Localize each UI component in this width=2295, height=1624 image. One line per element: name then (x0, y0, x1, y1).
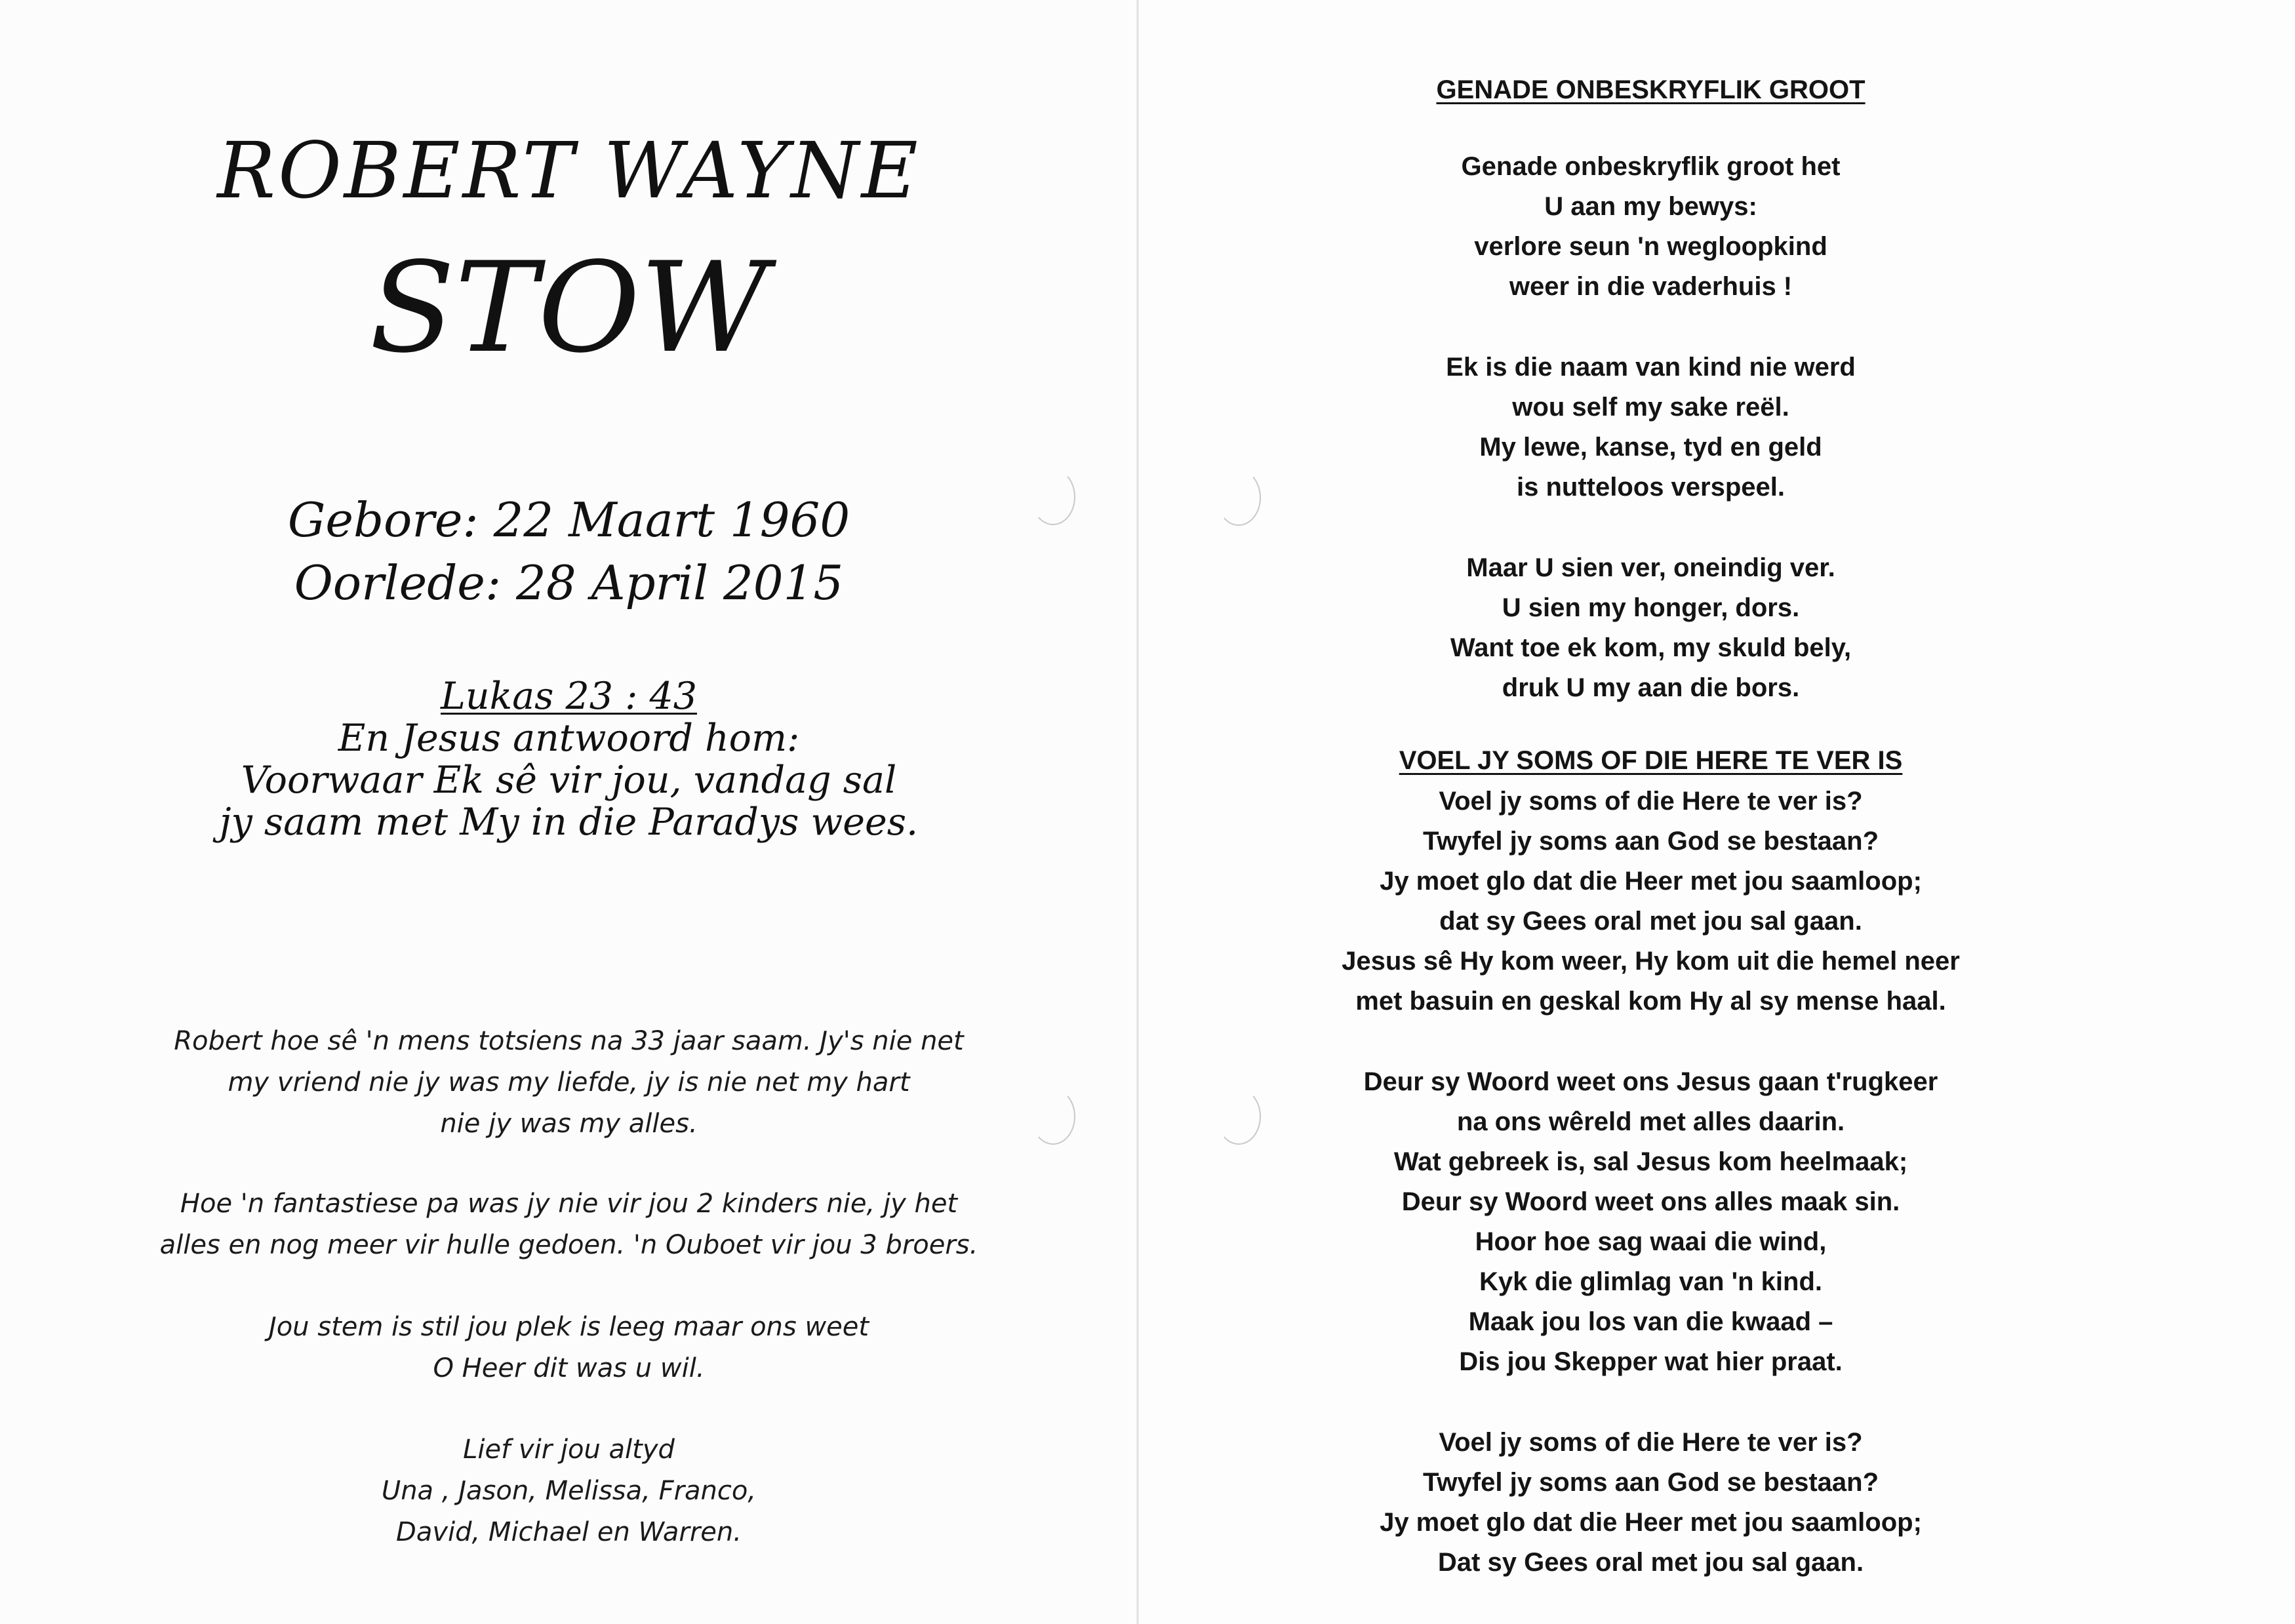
tribute-paragraph (0, 1021, 1138, 1145)
hymn-line: weer in die vaderhuis ! (1509, 272, 1793, 301)
signoff-line: Una , Jason, Melissa, Franco, (381, 1476, 757, 1506)
hymn-stanza (1138, 782, 2164, 1021)
hymn-line: Maar U sien ver, oneindig ver. (1466, 553, 1835, 582)
hymn-line: Want toe ek kom, my skuld bely, (1450, 633, 1852, 662)
birth-date: Gebore: 22 Maart 1960 (287, 492, 850, 547)
hymn-line: verlore seun 'n wegloopkind (1474, 232, 1827, 261)
hymn-line: Twyfel jy soms aan God se bestaan? (1422, 827, 1879, 856)
deceased-first-names: ROBERT WAYNE (217, 125, 921, 216)
hymn-line: Voel jy soms of die Here te ver is? (1439, 1428, 1863, 1457)
tribute-line: my vriend nie jy was my liefde, jy is nie net my hart (228, 1067, 910, 1098)
hymn-line: dat sy Gees oral met jou sal gaan. (1439, 907, 1862, 936)
hymn-line: druk U my aan die bors. (1502, 673, 1800, 702)
tribute-line: Hoe 'n fantastiese pa was jy nie vir jou 2 kinders nie, jy het (180, 1189, 958, 1219)
hymn-title (1138, 70, 2164, 110)
hymn-line: U sien my honger, dors. (1502, 593, 1800, 622)
tribute-signoff (0, 1429, 1138, 1553)
tribute-line: Jou stem is stil jou plek is leeg maar ons weet (268, 1312, 869, 1342)
hymn-line: Twyfel jy soms aan God se bestaan? (1422, 1468, 1879, 1497)
hymn-line: Dis jou Skepper wat hier praat. (1459, 1347, 1843, 1376)
hymn-line: U aan my bewys: (1544, 192, 1757, 221)
hymn-line: na ons wêreld met alles daarin. (1456, 1107, 1845, 1136)
tribute-line: alles en nog meer vir hulle gedoen. 'n Ouboet vir jou 3 broers. (159, 1230, 978, 1260)
signoff-line: Lief vir jou altyd (463, 1435, 675, 1465)
deceased-surname: STOW (369, 235, 768, 380)
hymn-line: Voel jy soms of die Here te ver is? (1439, 787, 1863, 816)
hymn-stanza (1138, 548, 2164, 708)
hymn-line: Deur sy Woord weet ons Jesus gaan t'rugkeer (1363, 1067, 1938, 1096)
hymn-line: My lewe, kanse, tyd en geld (1479, 433, 1822, 462)
signoff-line: David, Michael en Warren. (396, 1517, 742, 1547)
hymn-stanza (1138, 1062, 2164, 1382)
tribute-paragraph (0, 1307, 1138, 1389)
hymn-line: is nutteloos verspeel. (1516, 473, 1786, 502)
hymn-stanza (1138, 147, 2164, 307)
life-dates (0, 488, 1138, 614)
hymn-line: Kyk die glimlag van 'n kind. (1479, 1267, 1822, 1296)
hymn-line: wou self my sake reël. (1512, 393, 1789, 422)
tribute-line: Robert hoe sê 'n mens totsiens na 33 jaar saam. Jy's nie net (174, 1026, 964, 1056)
hymn-line: Jy moet glo dat die Heer met jou saamloop; (1380, 867, 1922, 896)
hymn-line: Ek is die naam van kind nie werd (1446, 353, 1856, 382)
hymn-title-text: GENADE ONBESKRYFLIK GROOT (1436, 75, 1866, 104)
hymn-line: Deur sy Woord weet ons alles maak sin. (1401, 1187, 1900, 1216)
hymn-title (1138, 741, 2164, 781)
hymn-line: Hoor hoe sag waai die wind, (1475, 1227, 1827, 1256)
hymn-line: met basuin en geskal kom Hy al sy mense haal. (1355, 987, 1946, 1016)
verse-line: En Jesus antwoord hom: (338, 717, 800, 760)
death-date: Oorlede: 28 April 2015 (294, 555, 844, 610)
tribute-line: O Heer dit was u wil. (433, 1353, 705, 1383)
scripture-verse (0, 675, 1138, 843)
hymn-line: Jesus sê Hy kom weer, Hy kom uit die hemel neer (1342, 947, 1960, 976)
verse-reference: Lukas 23 : 43 (441, 675, 697, 718)
hymn-stanza (1138, 347, 2164, 507)
hymn-line: Dat sy Gees oral met jou sal gaan. (1437, 1548, 1864, 1577)
hymn-line: Maak jou los van die kwaad – (1468, 1307, 1833, 1336)
verse-line: Voorwaar Ek sê vir jou, vandag sal (241, 759, 897, 802)
hymn-title-text: VOEL JY SOMS OF DIE HERE TE VER IS (1399, 746, 1903, 775)
verse-line: jy saam met My in die Paradys wees. (219, 801, 919, 844)
hymn-line: Genade onbeskryflik groot het (1461, 152, 1841, 181)
tribute-line: nie jy was my alles. (440, 1109, 698, 1139)
hymn-line: Wat gebreek is, sal Jesus kom heelmaak; (1393, 1147, 1908, 1176)
tribute-paragraph (0, 1183, 1138, 1266)
hymn-line: Jy moet glo dat die Heer met jou saamloop; (1380, 1508, 1922, 1537)
hymn-stanza (1138, 1423, 2164, 1583)
